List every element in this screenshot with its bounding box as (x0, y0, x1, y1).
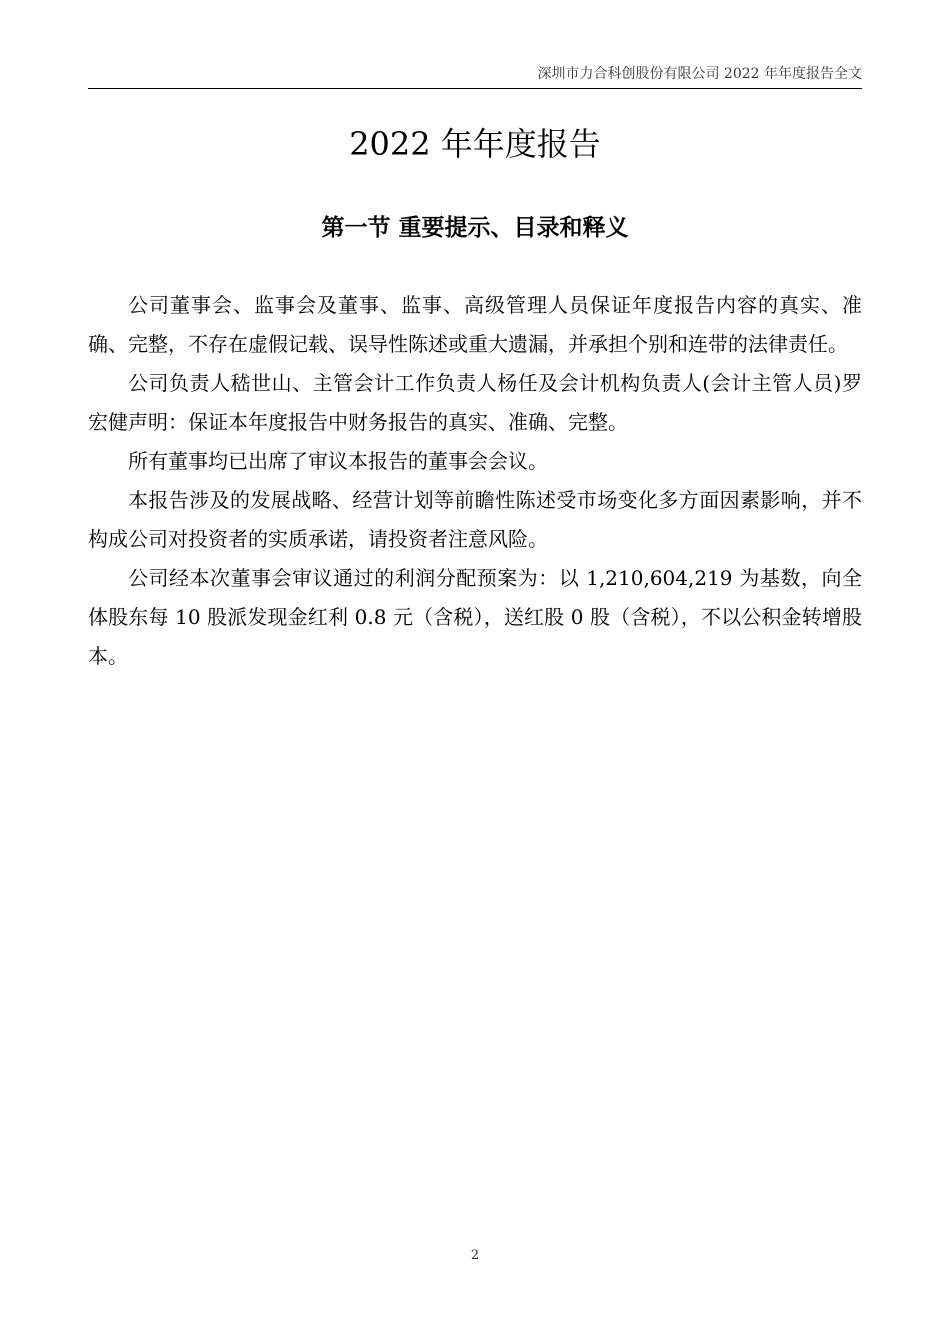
document-body (88, 286, 862, 676)
running-header: 深圳市力合科创股份有限公司 2022 年年度报告全文 (537, 66, 862, 82)
section-title: 第一节 重要提示、目录和释义 (321, 214, 629, 241)
paragraph-responsibility-statement: 公司董事会、监事会及董事、监事、高级管理人员保证年度报告内容的真实、准确、完整，不存在虚假记载、误导性陈述或重大遗漏，并承担个别和连带的法律责任。 (88, 293, 862, 356)
header-divider (88, 88, 862, 89)
page-number: 2 (470, 1248, 480, 1263)
document-title: 2022 年年度报告 (349, 125, 601, 163)
paragraph-officer-declaration: 公司负责人嵇世山、主管会计工作负责人杨任及会计机构负责人(会计主管人员)罗宏健声明：保证本年度报告中财务报告的真实、准确、完整。 (88, 371, 862, 434)
paragraph-forward-looking-risk: 本报告涉及的发展战略、经营计划等前瞻性陈述受市场变化多方面因素影响，并不构成公司对投资者的实质承诺，请投资者注意风险。 (88, 488, 862, 551)
paragraph-board-attendance: 所有董事均已出席了审议本报告的董事会会议。 (128, 449, 548, 473)
paragraph-profit-distribution: 公司经本次董事会审议通过的利润分配预案为：以 1,210,604,219 为基数，向全体股东每 10 股派发现金红利 0.8 元（含税），送红股 0 股（含税），不以公积金转增股本。 (88, 566, 862, 668)
